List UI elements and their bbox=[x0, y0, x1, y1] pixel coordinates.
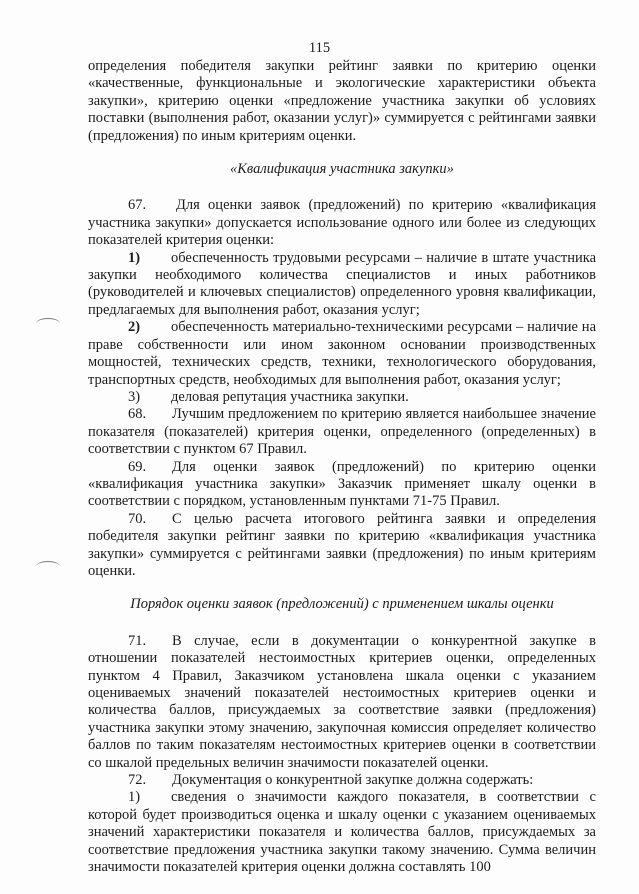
list-item-72-1: 1) сведения о значимости каждого показателя, в соответствии с которой будет производиться оценка и шкалу оценки с указанием оцениваемых значений характеристики показателя и количества баллов, присуждаемых за соответствие предложения участника закупки такому значению. Сумма величин значимости показателей критерия оценки должна составлять 100 bbox=[88, 789, 596, 876]
paragraph-72: 72. Документация о конкурентной закупке должна содержать: bbox=[128, 772, 534, 789]
page-number: 115 bbox=[308, 40, 331, 56]
document-body bbox=[88, 58, 596, 876]
paragraph-continuation: определения победителя закупки рейтинг заявки по критерию оценки «качественные, функциональные и экологические характеристики объекта закупки», критерию оценки «предложение участника закупки об условиях поставки (выполнения работ, оказании услуг)» суммируется с рейтингами заявки (предложения) по иным критериям оценки. bbox=[88, 58, 596, 144]
paragraph-67: 67. Для оценки заявок (предложений) по критерию «квалификация участника закупки» допускается использование одного или более из следующих показателей критерия оценки: bbox=[88, 197, 596, 249]
paragraph-70: 70. С целью расчета итогового рейтинга заявки и определения победителя закупки рейтинг заявки по критерию «квалификация участника закупки» суммируется с рейтингами заявки (предложения) по иным критериям оценки. bbox=[88, 510, 596, 579]
paragraph-71: 71. В случае, если в документации о конкурентной закупке в отношении показателей нестоимостных критериев оценки, определенных пунктом 4 Правил, Заказчиком установлена шкала оценки с указанием оцениваемых значений показателей нестоимостных критериев оценки и количества баллов, присуждаемых за соответствие заявки (предложения) участника закупки этому значению, закупочная комиссия определяет количество баллов по таким показателям нестоимостных критериев оценки в соответствии со шкалой предельных величин значимости показателей оценки. bbox=[88, 632, 596, 771]
list-item-67-3: 3) деловая репутация участника закупки. bbox=[128, 388, 409, 405]
scan-margin-mark bbox=[36, 318, 60, 329]
list-item-67-1: 1) обеспеченность трудовыми ресурсами – наличие в штате участника закупки необходимого количества специалистов и иных работников (руководителей и ключевых специалистов) определенного уровня квалификации, предлагаемых для выполнения работ, оказания услуг; bbox=[88, 249, 596, 318]
section-heading-qualification: «Квалификация участника закупки» bbox=[230, 161, 454, 178]
scan-margin-mark bbox=[36, 561, 60, 572]
list-item-67-2: 2) обеспеченность материально-техническими ресурсами – наличие на праве собственности или ином законном основании производственных мощностей, технических средств, техники, технологического оборудования, транспортных средств, необходимых для выполнения работ, оказания услуг; bbox=[88, 319, 596, 388]
paragraph-69: 69. Для оценки заявок (предложений) по критерию оценки «квалификация участника закупки» Заказчик применяет шкалу оценки в соответствии с порядком, установленным пунктами 71-75 Правил. bbox=[88, 458, 596, 510]
paragraph-68: 68. Лучшим предложением по критерию является наибольшее значение показателя (показателей) критерия оценки, определенного (определенных) в соответствии с пунктом 67 Правил. bbox=[88, 406, 596, 458]
section-heading-scale: Порядок оценки заявок (предложений) с применением шкалы оценки bbox=[130, 596, 554, 613]
